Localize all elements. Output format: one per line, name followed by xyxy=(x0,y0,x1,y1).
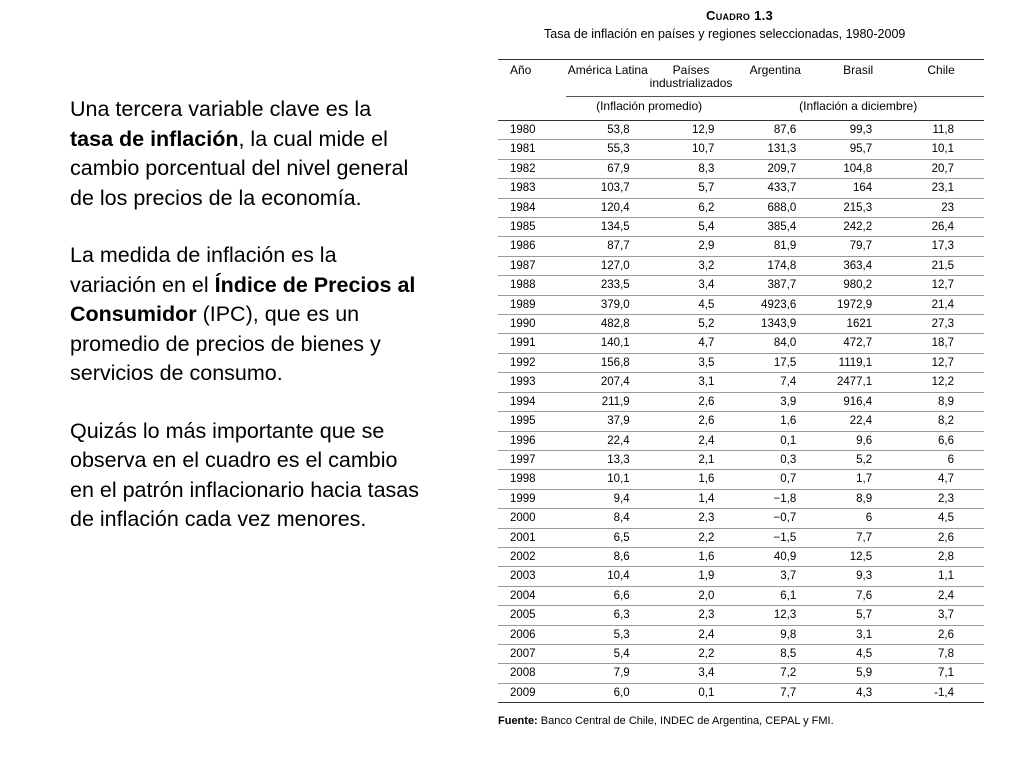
value-cell: 1,4 xyxy=(650,489,733,508)
table-title-number: 1.3 xyxy=(754,8,774,23)
value-cell: 215,3 xyxy=(818,198,898,217)
value-cell: 7,8 xyxy=(898,644,984,663)
value-cell: 1,6 xyxy=(650,547,733,566)
value-cell: 2477,1 xyxy=(818,373,898,392)
value-cell: 385,4 xyxy=(732,218,818,237)
value-cell: 1972,9 xyxy=(818,295,898,314)
value-cell: 10,1 xyxy=(566,470,650,489)
year-cell: 2003 xyxy=(498,567,566,586)
value-cell: 482,8 xyxy=(566,315,650,334)
value-cell: 8,9 xyxy=(818,489,898,508)
value-cell: 1,6 xyxy=(650,470,733,489)
value-cell: 18,7 xyxy=(898,334,984,353)
subheader-row xyxy=(498,97,984,121)
value-cell: 8,3 xyxy=(650,159,733,178)
value-cell: 5,4 xyxy=(650,218,733,237)
value-cell: 2,9 xyxy=(650,237,733,256)
value-cell: 1,1 xyxy=(898,567,984,586)
value-cell: 233,5 xyxy=(566,276,650,295)
value-cell: 37,9 xyxy=(566,412,650,431)
value-cell: 9,6 xyxy=(818,431,898,450)
table-row xyxy=(498,276,984,295)
value-cell: 6,1 xyxy=(732,586,818,605)
value-cell: 8,9 xyxy=(898,392,984,411)
table-row xyxy=(498,644,984,663)
year-cell: 2000 xyxy=(498,509,566,528)
table-row xyxy=(498,664,984,683)
paragraph-inflation-rate xyxy=(70,95,420,213)
subheader-blank xyxy=(498,97,566,121)
value-cell: 8,4 xyxy=(566,509,650,528)
year-cell: 1996 xyxy=(498,431,566,450)
value-cell: 12,3 xyxy=(732,606,818,625)
value-cell: 6,2 xyxy=(650,198,733,217)
table-row xyxy=(498,334,984,353)
value-cell: 433,7 xyxy=(732,179,818,198)
value-cell: 2,2 xyxy=(650,644,733,663)
value-cell: 1,6 xyxy=(732,412,818,431)
value-cell: 4923,6 xyxy=(732,295,818,314)
source-label: Fuente: xyxy=(498,715,538,728)
p1-bold-term: tasa de inflación xyxy=(70,126,239,151)
value-cell: 7,9 xyxy=(566,664,650,683)
value-cell: 20,7 xyxy=(898,159,984,178)
table-title-prefix: Cuadro xyxy=(706,8,751,23)
value-cell: 104,8 xyxy=(818,159,898,178)
table-row xyxy=(498,606,984,625)
value-cell: 0,3 xyxy=(732,450,818,469)
value-cell: 3,7 xyxy=(898,606,984,625)
table-row xyxy=(498,683,984,702)
value-cell: 6,6 xyxy=(898,431,984,450)
value-cell: 5,7 xyxy=(818,606,898,625)
value-cell: 12,9 xyxy=(650,121,733,140)
value-cell: −1,5 xyxy=(732,528,818,547)
table-row xyxy=(498,159,984,178)
value-cell: 6,0 xyxy=(566,683,650,702)
p1-text-start: Una tercera variable clave es la xyxy=(70,97,372,121)
value-cell: 0,1 xyxy=(650,683,733,702)
year-cell: 1985 xyxy=(498,218,566,237)
value-cell: 4,5 xyxy=(818,644,898,663)
value-cell: 2,6 xyxy=(650,392,733,411)
year-cell: 1993 xyxy=(498,373,566,392)
value-cell: 1119,1 xyxy=(818,353,898,372)
header-row xyxy=(498,60,984,97)
year-cell: 1999 xyxy=(498,489,566,508)
table-row xyxy=(498,392,984,411)
value-cell: 4,7 xyxy=(898,470,984,489)
value-cell: 12,7 xyxy=(898,353,984,372)
explanatory-text xyxy=(70,95,420,563)
value-cell: 164 xyxy=(818,179,898,198)
value-cell: -1,4 xyxy=(898,683,984,702)
value-cell: 211,9 xyxy=(566,392,650,411)
year-cell: 1989 xyxy=(498,295,566,314)
header-america-latina: América Latina xyxy=(566,60,650,97)
value-cell: 120,4 xyxy=(566,198,650,217)
value-cell: 7,7 xyxy=(818,528,898,547)
value-cell: 5,7 xyxy=(650,179,733,198)
year-cell: 1987 xyxy=(498,256,566,275)
value-cell: 2,3 xyxy=(650,606,733,625)
value-cell: 7,1 xyxy=(898,664,984,683)
value-cell: 3,4 xyxy=(650,664,733,683)
value-cell: 209,7 xyxy=(732,159,818,178)
value-cell: 103,7 xyxy=(566,179,650,198)
table-row xyxy=(498,256,984,275)
value-cell: 21,5 xyxy=(898,256,984,275)
value-cell: 8,2 xyxy=(898,412,984,431)
value-cell: 3,1 xyxy=(650,373,733,392)
value-cell: 67,9 xyxy=(566,159,650,178)
value-cell: 127,0 xyxy=(566,256,650,275)
value-cell: 10,1 xyxy=(898,140,984,159)
value-cell: 2,6 xyxy=(650,412,733,431)
value-cell: 131,3 xyxy=(732,140,818,159)
year-cell: 1986 xyxy=(498,237,566,256)
value-cell: 99,3 xyxy=(818,121,898,140)
year-cell: 1994 xyxy=(498,392,566,411)
value-cell: 23 xyxy=(898,198,984,217)
value-cell: 17,3 xyxy=(898,237,984,256)
value-cell: 363,4 xyxy=(818,256,898,275)
year-cell: 1988 xyxy=(498,276,566,295)
source-text: Banco Central de Chile, INDEC de Argentina, CEPAL y FMI. xyxy=(537,715,834,728)
value-cell: 17,5 xyxy=(732,353,818,372)
table-row xyxy=(498,450,984,469)
value-cell: 1343,9 xyxy=(732,315,818,334)
table-row xyxy=(498,412,984,431)
value-cell: 2,6 xyxy=(898,625,984,644)
value-cell: 95,7 xyxy=(818,140,898,159)
value-cell: 2,3 xyxy=(898,489,984,508)
value-cell: 3,9 xyxy=(732,392,818,411)
value-cell: 27,3 xyxy=(898,315,984,334)
value-cell: 0,1 xyxy=(732,431,818,450)
year-cell: 2005 xyxy=(498,606,566,625)
value-cell: 4,7 xyxy=(650,334,733,353)
value-cell: 55,3 xyxy=(566,140,650,159)
table-row xyxy=(498,295,984,314)
year-cell: 1991 xyxy=(498,334,566,353)
value-cell: 6,3 xyxy=(566,606,650,625)
value-cell: 87,6 xyxy=(732,121,818,140)
value-cell: 12,2 xyxy=(898,373,984,392)
table-row xyxy=(498,315,984,334)
value-cell: 13,3 xyxy=(566,450,650,469)
year-cell: 1990 xyxy=(498,315,566,334)
value-cell: 2,4 xyxy=(650,431,733,450)
value-cell: 8,5 xyxy=(732,644,818,663)
header-year: Año xyxy=(498,60,566,97)
value-cell: 3,2 xyxy=(650,256,733,275)
value-cell: 8,6 xyxy=(566,547,650,566)
table-source xyxy=(498,715,986,727)
value-cell: 2,4 xyxy=(898,586,984,605)
year-cell: 1981 xyxy=(498,140,566,159)
value-cell: 242,2 xyxy=(818,218,898,237)
value-cell: 1621 xyxy=(818,315,898,334)
year-cell: 2001 xyxy=(498,528,566,547)
paragraph-cpi xyxy=(70,241,420,389)
value-cell: 6 xyxy=(898,450,984,469)
table-row xyxy=(498,198,984,217)
table-row xyxy=(498,625,984,644)
subheader-average: (Inflación promedio) xyxy=(566,97,733,121)
value-cell: 11,8 xyxy=(898,121,984,140)
header-brasil: Brasil xyxy=(818,60,898,97)
table-row xyxy=(498,121,984,140)
value-cell: 134,5 xyxy=(566,218,650,237)
value-cell: 22,4 xyxy=(818,412,898,431)
table-row xyxy=(498,373,984,392)
value-cell: 472,7 xyxy=(818,334,898,353)
p2-bold-term: Índice de Precios al Consumidor xyxy=(70,272,416,326)
value-cell: 4,3 xyxy=(818,683,898,702)
value-cell: 2,3 xyxy=(650,509,733,528)
value-cell: 980,2 xyxy=(818,276,898,295)
p2-text-end: (IPC), que es un promedio de precios de bienes y servicios de consumo. xyxy=(70,302,381,385)
value-cell: 40,9 xyxy=(732,547,818,566)
year-cell: 2008 xyxy=(498,664,566,683)
year-cell: 2006 xyxy=(498,625,566,644)
value-cell: 6,6 xyxy=(566,586,650,605)
year-cell: 1998 xyxy=(498,470,566,489)
value-cell: 84,0 xyxy=(732,334,818,353)
value-cell: 140,1 xyxy=(566,334,650,353)
table-row xyxy=(498,179,984,198)
table-row xyxy=(498,353,984,372)
table-row xyxy=(498,431,984,450)
value-cell: 9,4 xyxy=(566,489,650,508)
table-subtitle: Tasa de inflación en países y regiones seleccionadas, 1980-2009 xyxy=(544,27,906,41)
value-cell: 2,6 xyxy=(898,528,984,547)
table-row xyxy=(498,567,984,586)
year-cell: 1984 xyxy=(498,198,566,217)
value-cell: 26,4 xyxy=(898,218,984,237)
year-cell: 1997 xyxy=(498,450,566,469)
value-cell: 4,5 xyxy=(650,295,733,314)
value-cell: 156,8 xyxy=(566,353,650,372)
header-chile: Chile xyxy=(898,60,984,97)
value-cell: 2,4 xyxy=(650,625,733,644)
value-cell: 2,1 xyxy=(650,450,733,469)
value-cell: 4,5 xyxy=(898,509,984,528)
table-title xyxy=(706,8,986,23)
value-cell: 174,8 xyxy=(732,256,818,275)
year-cell: 1992 xyxy=(498,353,566,372)
table-row xyxy=(498,586,984,605)
year-cell: 1995 xyxy=(498,412,566,431)
table-row xyxy=(498,237,984,256)
value-cell: 2,2 xyxy=(650,528,733,547)
value-cell: 10,4 xyxy=(566,567,650,586)
value-cell: 5,4 xyxy=(566,644,650,663)
value-cell: 22,4 xyxy=(566,431,650,450)
value-cell: 12,5 xyxy=(818,547,898,566)
value-cell: 5,9 xyxy=(818,664,898,683)
value-cell: 81,9 xyxy=(732,237,818,256)
value-cell: 53,8 xyxy=(566,121,650,140)
value-cell: 12,7 xyxy=(898,276,984,295)
value-cell: 688,0 xyxy=(732,198,818,217)
value-cell: 87,7 xyxy=(566,237,650,256)
year-cell: 1980 xyxy=(498,121,566,140)
paragraph-conclusion: Quizás lo más importante que se observa en el cuadro es el cambio en el patrón inflacionario hacia tasas de inflación cada vez menores. xyxy=(70,418,419,531)
value-cell: 7,7 xyxy=(732,683,818,702)
subheader-december: (Inflación a diciembre) xyxy=(732,97,984,121)
value-cell: −1,8 xyxy=(732,489,818,508)
value-cell: 6 xyxy=(818,509,898,528)
value-cell: 0,7 xyxy=(732,470,818,489)
table-row xyxy=(498,547,984,566)
value-cell: 3,5 xyxy=(650,353,733,372)
header-paises-industrializados: Países industrializados xyxy=(650,60,733,97)
value-cell: 5,2 xyxy=(818,450,898,469)
value-cell: 3,7 xyxy=(732,567,818,586)
value-cell: 207,4 xyxy=(566,373,650,392)
year-cell: 2007 xyxy=(498,644,566,663)
year-cell: 1983 xyxy=(498,179,566,198)
p2-text-start: La medida de inflación es la variación en el xyxy=(70,243,337,297)
inflation-table-figure xyxy=(498,8,986,727)
value-cell: 5,2 xyxy=(650,315,733,334)
value-cell: 2,8 xyxy=(898,547,984,566)
year-cell: 1982 xyxy=(498,159,566,178)
value-cell: 1,9 xyxy=(650,567,733,586)
year-cell: 2009 xyxy=(498,683,566,702)
value-cell: 2,0 xyxy=(650,586,733,605)
value-cell: 3,1 xyxy=(818,625,898,644)
value-cell: 7,2 xyxy=(732,664,818,683)
value-cell: 7,4 xyxy=(732,373,818,392)
value-cell: −0,7 xyxy=(732,509,818,528)
table-row xyxy=(498,140,984,159)
year-cell: 2002 xyxy=(498,547,566,566)
value-cell: 79,7 xyxy=(818,237,898,256)
table-body xyxy=(498,121,984,703)
header-argentina: Argentina xyxy=(732,60,818,97)
table-row xyxy=(498,528,984,547)
p1-text-end: , la cual mide el cambio porcentual del nivel general de los precios de la economía. xyxy=(70,126,409,210)
value-cell: 916,4 xyxy=(818,392,898,411)
table-row xyxy=(498,509,984,528)
value-cell: 9,8 xyxy=(732,625,818,644)
value-cell: 6,5 xyxy=(566,528,650,547)
table-row xyxy=(498,489,984,508)
year-cell: 2004 xyxy=(498,586,566,605)
value-cell: 21,4 xyxy=(898,295,984,314)
value-cell: 3,4 xyxy=(650,276,733,295)
inflation-table xyxy=(498,59,984,703)
table-row xyxy=(498,470,984,489)
value-cell: 23,1 xyxy=(898,179,984,198)
value-cell: 7,6 xyxy=(818,586,898,605)
table-row xyxy=(498,218,984,237)
value-cell: 387,7 xyxy=(732,276,818,295)
value-cell: 1,7 xyxy=(818,470,898,489)
value-cell: 10,7 xyxy=(650,140,733,159)
value-cell: 5,3 xyxy=(566,625,650,644)
value-cell: 379,0 xyxy=(566,295,650,314)
value-cell: 9,3 xyxy=(818,567,898,586)
